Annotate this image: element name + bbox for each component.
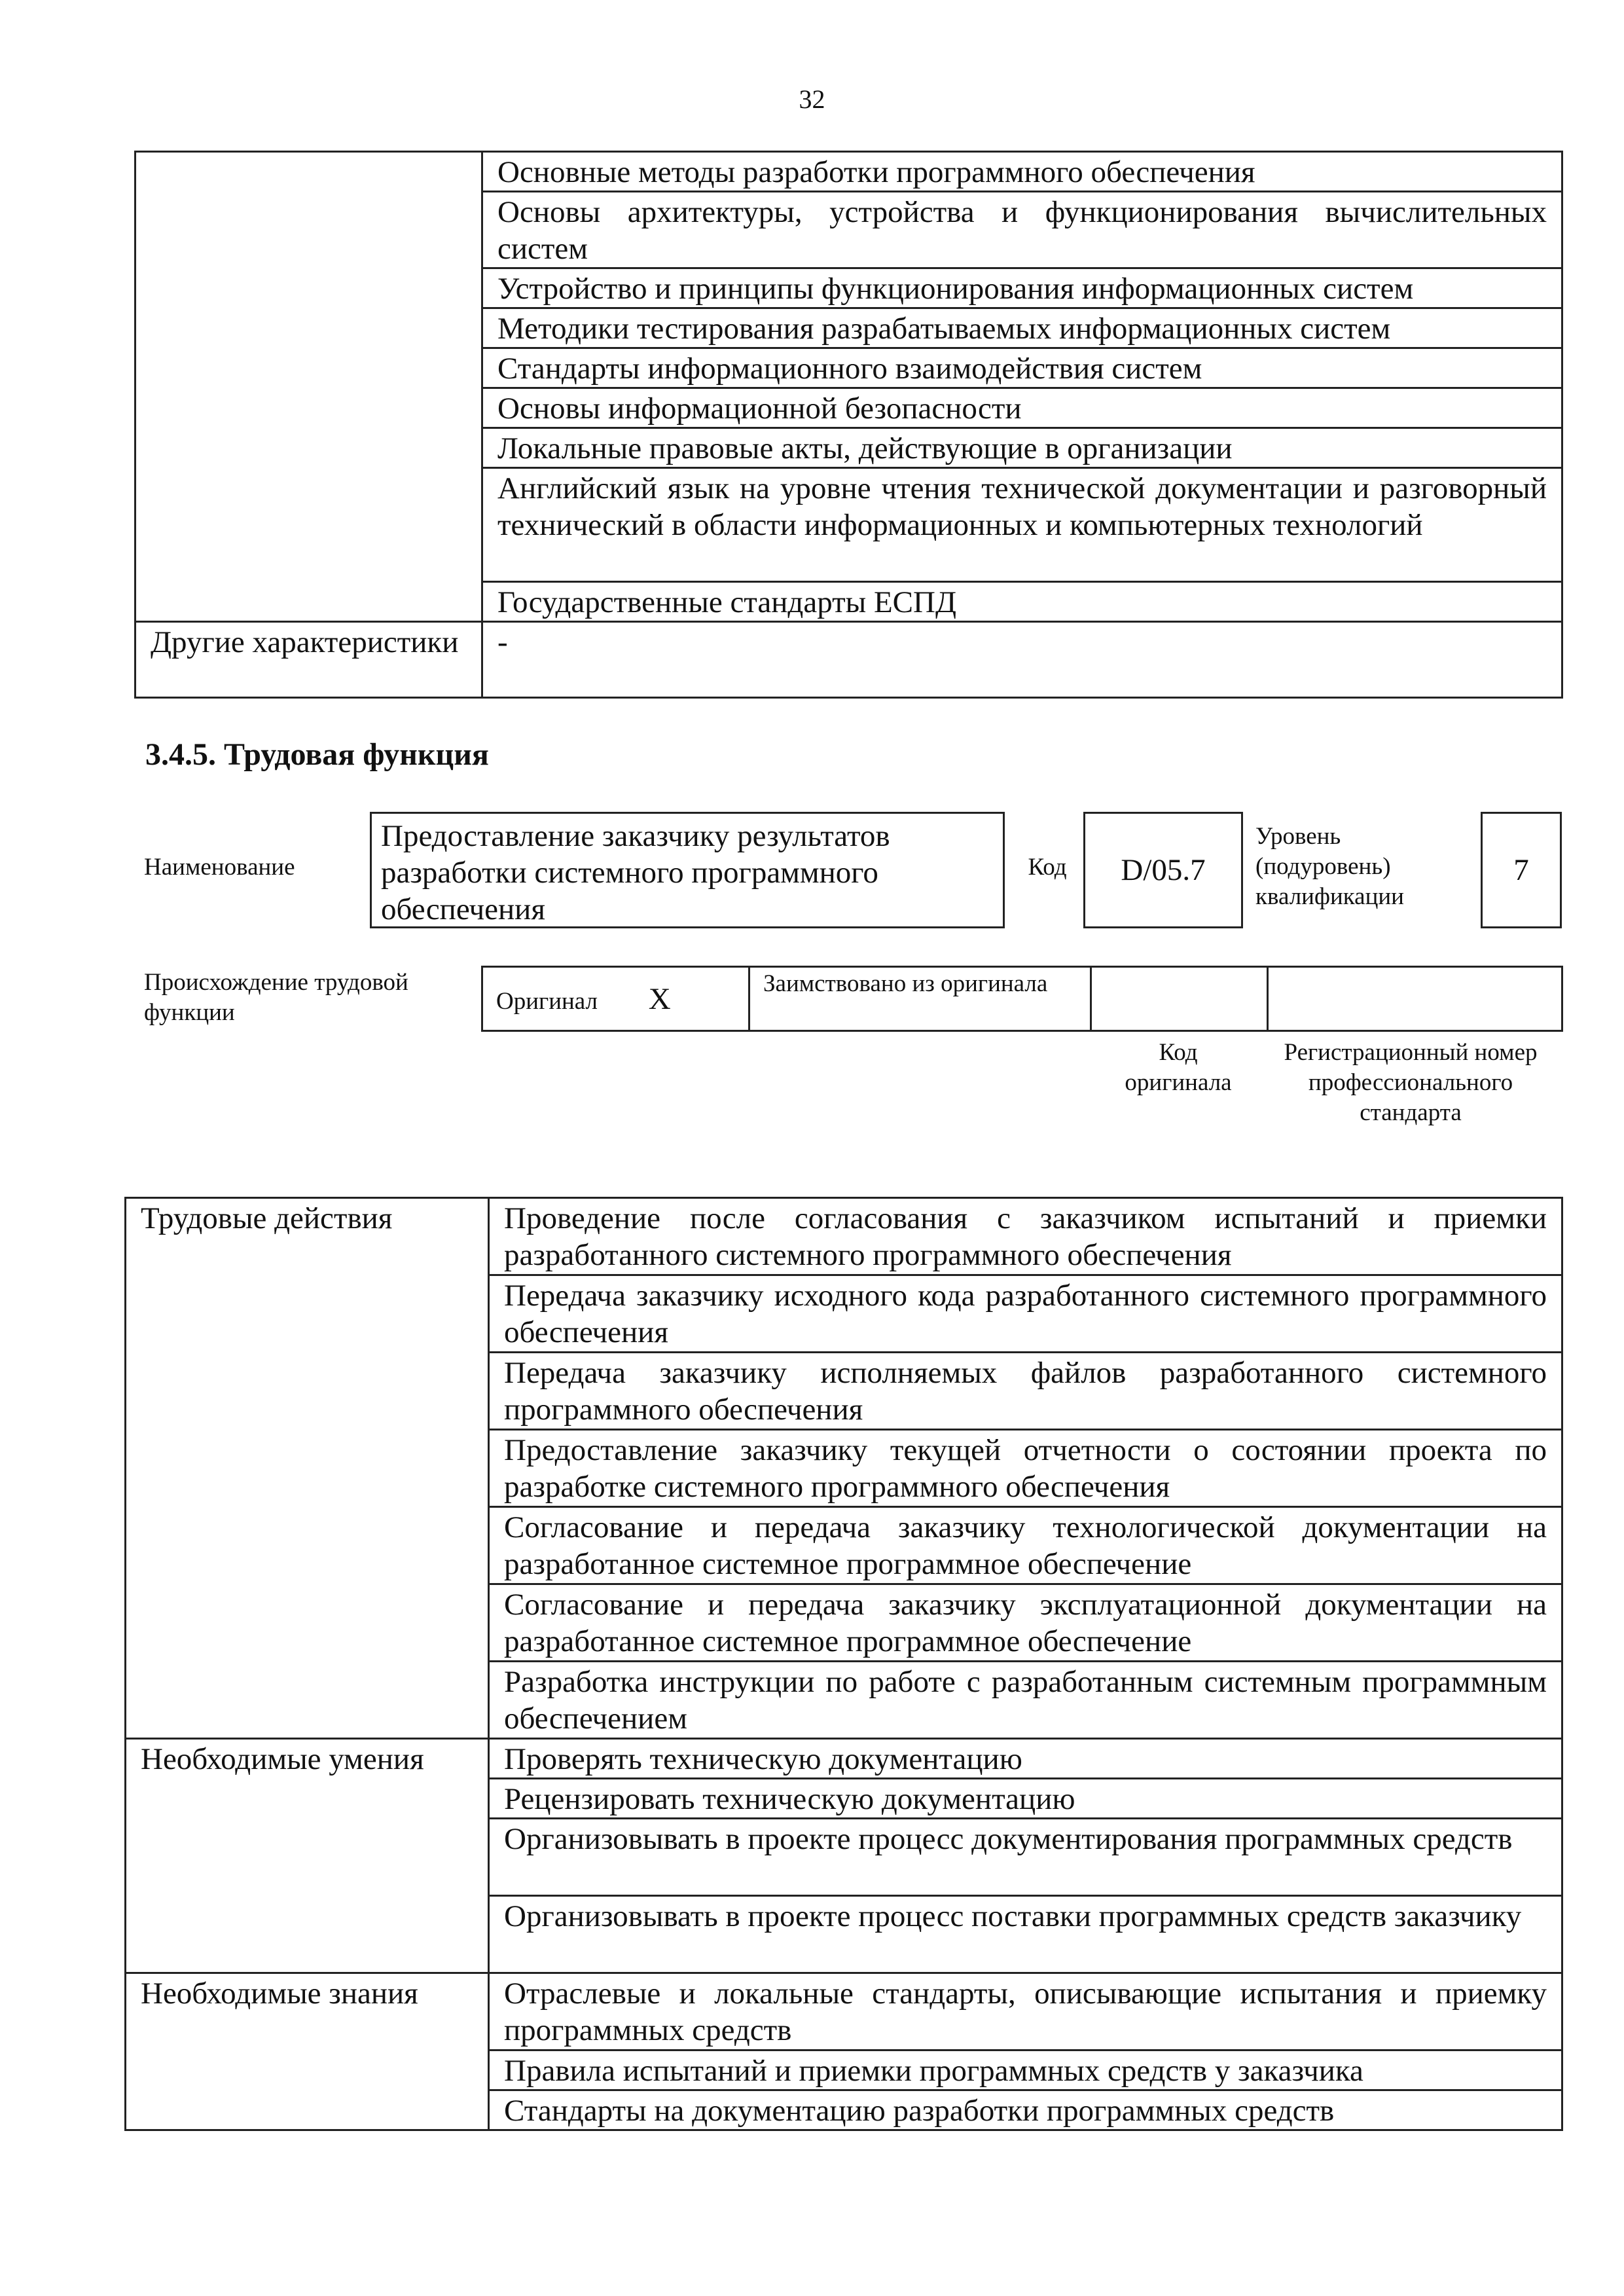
origin-label: Происхождение трудовой функции [144,969,408,1026]
knowledge-item: Стандарты информационного взаимодействия систем [482,348,1562,388]
level-label: Уровень (подуровень) квалификации [1255,823,1404,910]
other-characteristics-value: - [482,622,1562,698]
required-skills-label: Необходимые умения [126,1739,489,1973]
code-value-box [1083,812,1243,928]
top-knowledge-table [134,151,1563,699]
skill-item: Проверять техническую документацию [489,1739,1562,1779]
knowledge-item: Государственные стандарты ЕСПД [482,582,1562,622]
code-label: Код [1028,854,1067,881]
registration-number-caption: Регистрационный номер профессионального стандарта [1284,1039,1538,1126]
labor-action-item: Согласование и передача заказчику эксплуатационной документации на разработанное системное программное обеспечение [489,1584,1562,1662]
other-characteristics-label: Другие характеристики [135,622,482,698]
function-name-value: Предоставление заказчику результатов разработки системного программного обеспечения [381,819,890,926]
registration-number-cell [1268,967,1562,1031]
labor-action-item: Проведение после согласования с заказчиком испытаний и приемки разработанного системного программного обеспечения [489,1198,1562,1275]
section-heading: 3.4.5. Трудовая функция [145,737,489,772]
knowledge-item: Правила испытаний и приемки программных средств у заказчика [489,2050,1562,2090]
knowledge-item: Основы информационной безопасности [482,388,1562,428]
required-knowledge-label: Необходимые знания [126,1973,489,2130]
top-label-empty [135,152,482,622]
labor-action-item: Согласование и передача заказчику технологической документации на разработанное системное программное обеспечение [489,1507,1562,1584]
original-cell [482,967,749,1031]
labor-action-item: Разработка инструкции по работе с разработанным системным программным обеспечением [489,1662,1562,1739]
skill-item: Организовывать в проекте процесс поставки программных средств заказчику [489,1896,1562,1973]
function-name-box [370,812,1005,928]
labor-action-item: Передача заказчику исходного кода разработанного системного программного обеспечения [489,1275,1562,1353]
level-value: 7 [1513,853,1529,887]
skill-item: Организовывать в проекте процесс документирования программных средств [489,1819,1562,1896]
knowledge-item: Основные методы разработки программного обеспечения [482,152,1562,192]
name-label: Наименование [144,854,295,881]
function-details-table [124,1197,1563,2131]
code-original-caption: Код оригинала [1125,1039,1232,1096]
knowledge-item: Стандарты на документацию разработки программных средств [489,2090,1562,2130]
knowledge-item: Отраслевые и локальные стандарты, описывающие испытания и приемку программных средств [489,1973,1562,2050]
page-number: 32 [799,84,825,114]
knowledge-item: Локальные правовые акты, действующие в организации [482,428,1562,468]
original-code-cell [1091,967,1268,1031]
labor-action-item: Предоставление заказчику текущей отчетности о состоянии проекта по разработке системного программного обеспечения [489,1430,1562,1507]
level-value-box [1481,812,1562,928]
labor-action-item: Передача заказчику исполняемых файлов разработанного системного программного обеспечения [489,1353,1562,1430]
origin-table [481,966,1563,1032]
original-mark: X [648,981,671,1016]
borrowed-cell: Заимствовано из оригинала [749,967,1091,1031]
knowledge-item: Английский язык на уровне чтения технической документации и разговорный технический в области информационных и компьютерных технологий [482,468,1562,582]
original-label: Оригинал [496,987,598,1015]
code-value: D/05.7 [1121,853,1206,887]
skill-item: Рецензировать техническую документацию [489,1779,1562,1819]
knowledge-item: Основы архитектуры, устройства и функционирования вычислительных систем [482,192,1562,268]
labor-actions-label: Трудовые действия [126,1198,489,1739]
knowledge-item: Устройство и принципы функционирования информационных систем [482,268,1562,308]
knowledge-item: Методики тестирования разрабатываемых информационных систем [482,308,1562,348]
